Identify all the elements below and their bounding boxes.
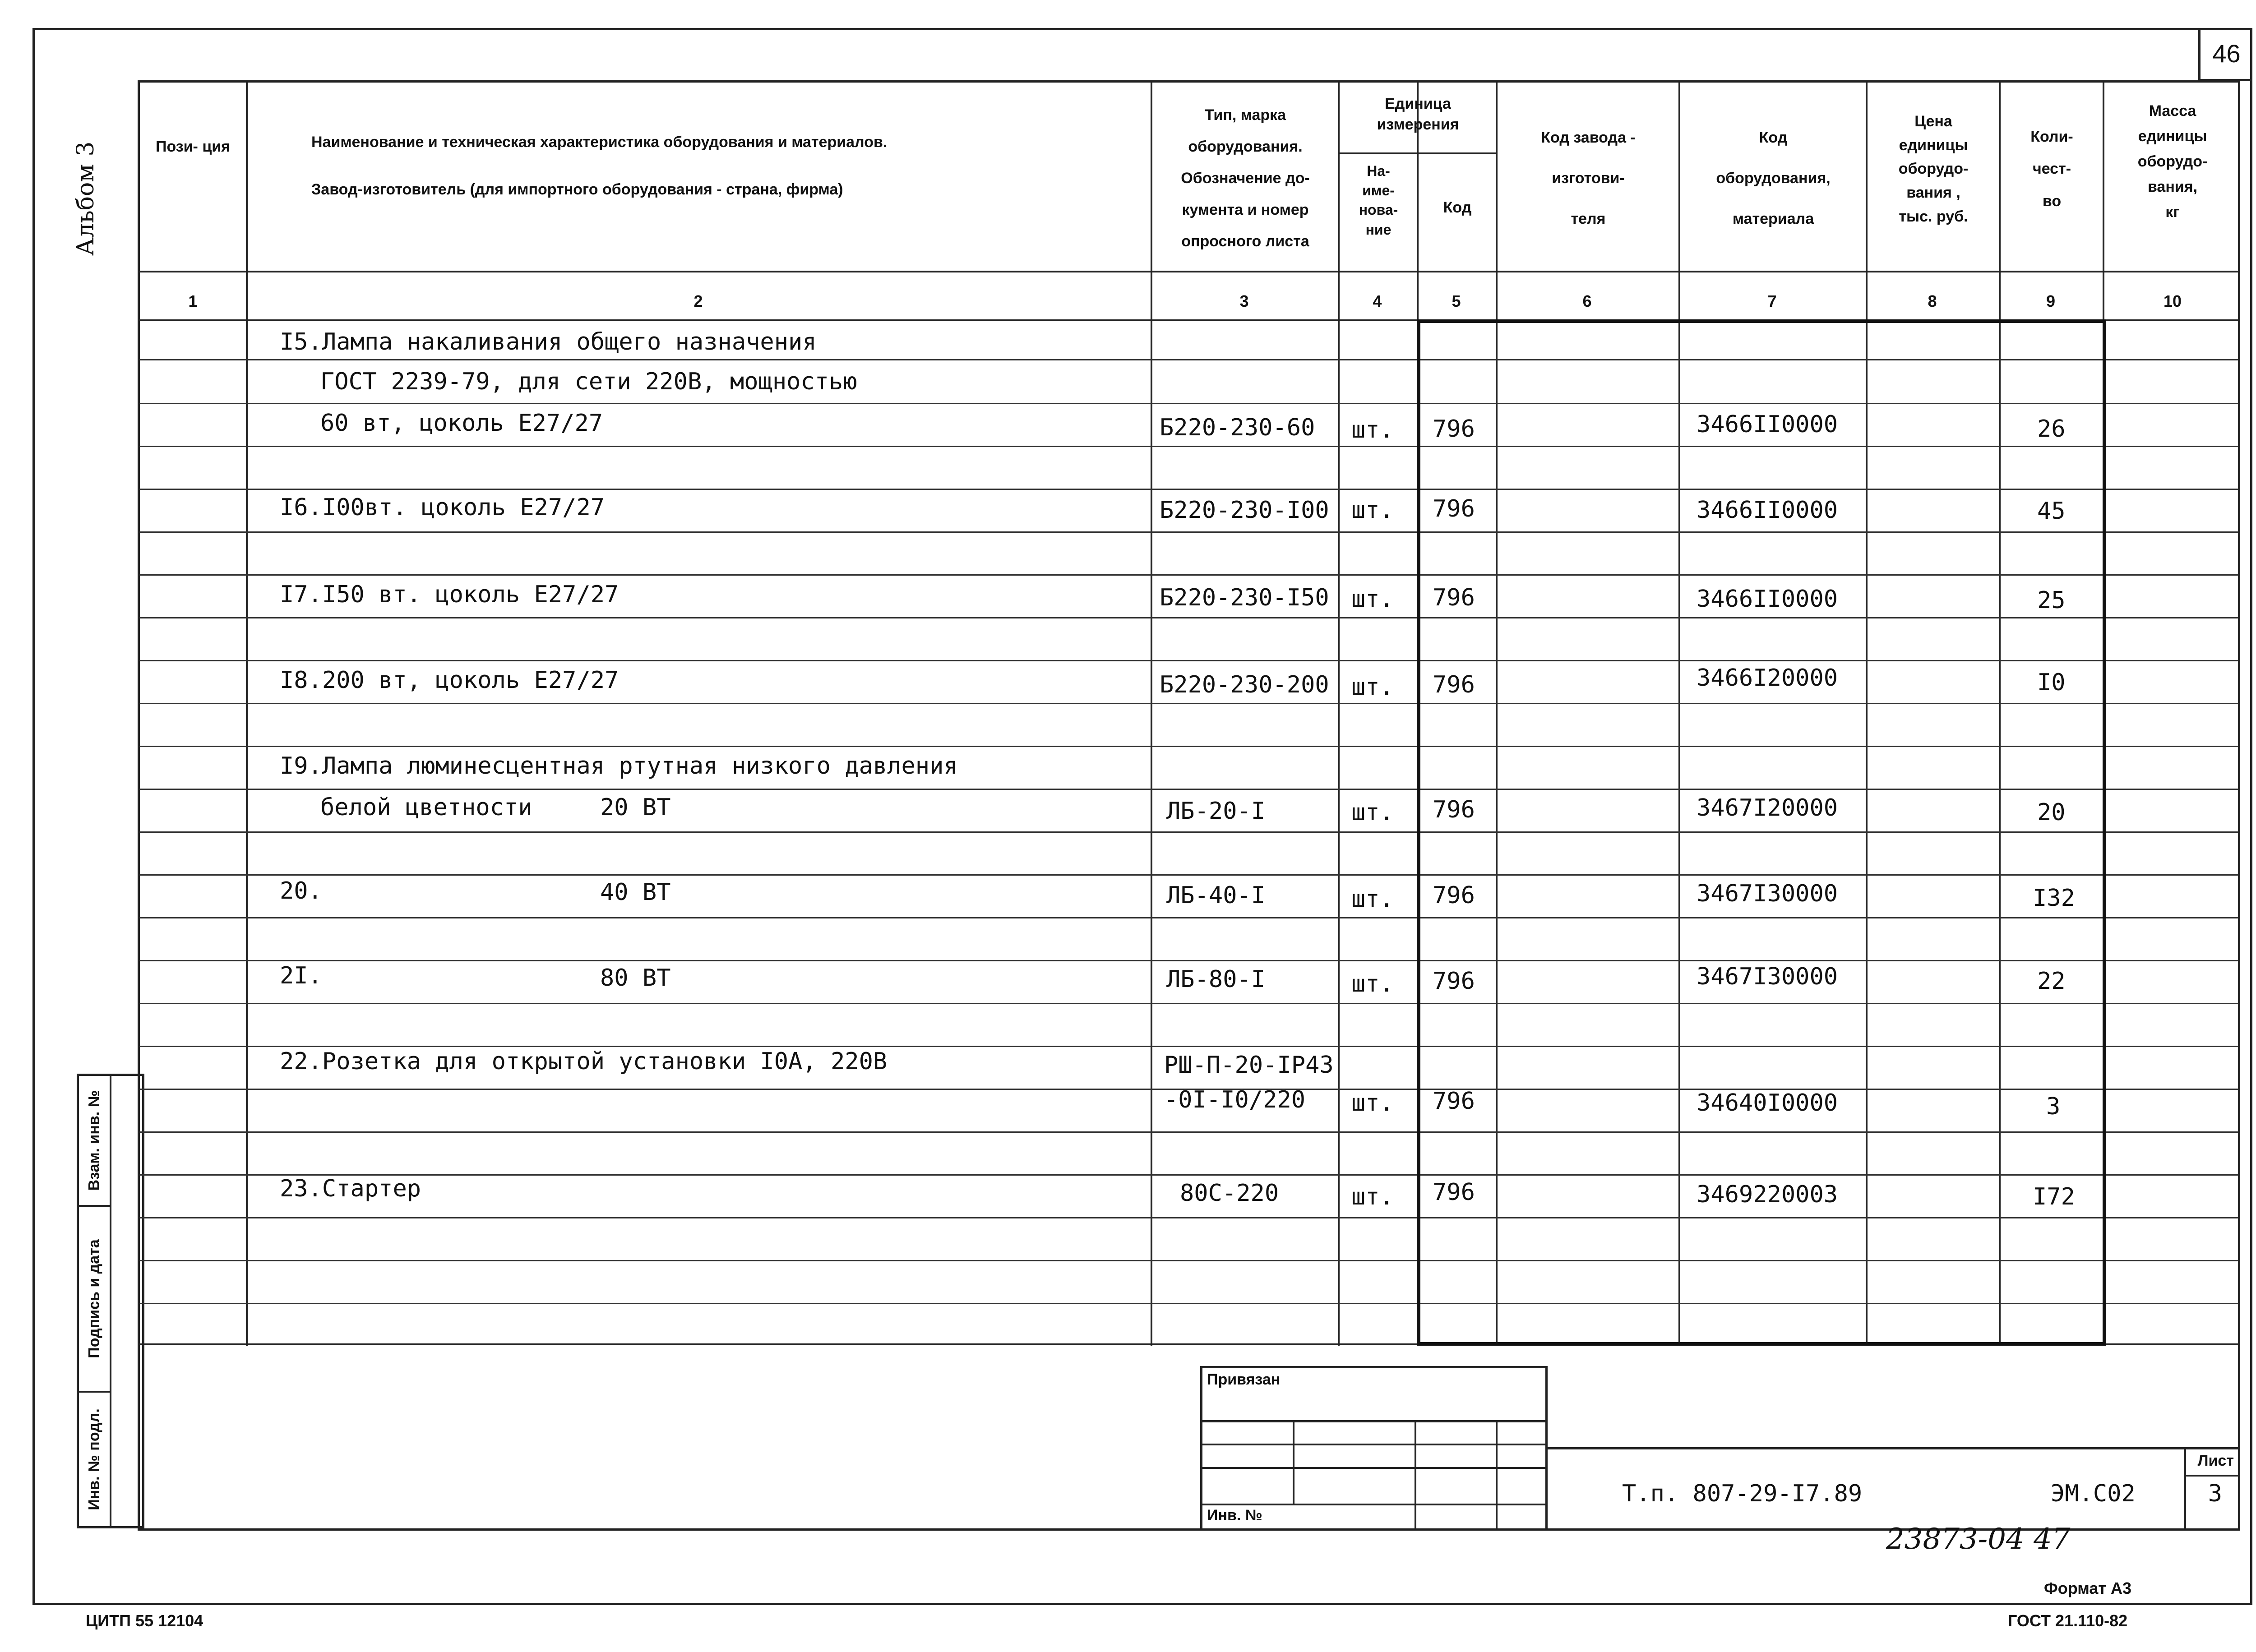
table-row-name: I7.I50 вт. цоколь Е27/27 bbox=[280, 581, 619, 608]
table-row-code: 796 bbox=[1433, 882, 1475, 909]
table-row-name: I8.200 вт, цоколь Е27/27 bbox=[280, 667, 619, 694]
table-row-code: 796 bbox=[1433, 1179, 1475, 1206]
header-factory-c: теля bbox=[1571, 210, 1606, 227]
sheet-value: 3 bbox=[2208, 1480, 2222, 1507]
spec-table bbox=[138, 80, 2240, 1343]
col-number: 1 bbox=[188, 292, 198, 310]
table-row-type: ЛБ-80-I bbox=[1166, 966, 1266, 993]
header-type-b: оборудования. bbox=[1188, 138, 1303, 155]
album-label: Альбом 3 bbox=[72, 141, 99, 256]
signature-date-label: Подпись и дата bbox=[85, 1239, 103, 1358]
header-name-line1: Наименование и техническая характеристика оборудования и материалов. bbox=[311, 134, 888, 151]
col-number: 10 bbox=[2163, 292, 2182, 310]
col-number: 3 bbox=[1239, 292, 1249, 310]
linked-label: Привязан bbox=[1207, 1371, 1281, 1388]
table-row-code: 796 bbox=[1433, 415, 1475, 443]
col-number: 7 bbox=[1767, 292, 1777, 310]
table-row-type: Б220-230-I00 bbox=[1160, 497, 1329, 524]
inv-orig-label: Инв. № подл. bbox=[85, 1408, 103, 1510]
header-type-c: Обозначение до- bbox=[1181, 170, 1310, 187]
header-position: Пози- ция bbox=[156, 138, 230, 155]
table-row-code: 796 bbox=[1433, 495, 1475, 522]
table-row-qty: I32 bbox=[2033, 885, 2075, 912]
table-row-name: 20. bbox=[280, 877, 322, 904]
format-label: Формат А3 bbox=[2044, 1579, 2132, 1597]
table-row-power: 20 ВТ bbox=[600, 794, 671, 821]
header-name-line2: Завод-изготовитель (для импортного оборудования - страна, фирма) bbox=[311, 181, 843, 198]
table-row-unit: шт. bbox=[1351, 1089, 1394, 1117]
table-row-power: 40 ВТ bbox=[600, 879, 671, 906]
sheet-number: 46 bbox=[2198, 28, 2252, 81]
table-row-power: 80 ВТ bbox=[600, 964, 671, 992]
strip-divider bbox=[110, 1076, 111, 1526]
replaced-inv-cell bbox=[79, 1076, 110, 1207]
table-row-qty: 26 bbox=[2037, 415, 2066, 443]
table-row-name: 23.Стартер bbox=[280, 1175, 421, 1202]
col-number: 2 bbox=[693, 292, 703, 310]
inv-no-label: Инв. № bbox=[1207, 1507, 1262, 1524]
table-row-qty: 20 bbox=[2037, 799, 2066, 826]
table-row-qty: I72 bbox=[2033, 1183, 2075, 1210]
table-row-unit: шт. bbox=[1351, 1183, 1394, 1210]
table-row-name: I6.I00вт. цоколь Е27/27 bbox=[280, 494, 605, 521]
col-number: 6 bbox=[1582, 292, 1592, 310]
header-unit-name: На- име- нова- ние bbox=[1359, 163, 1398, 238]
col-number: 4 bbox=[1373, 292, 1382, 310]
header-mass: Масса единицы оборудо- вания, кг bbox=[2137, 102, 2208, 221]
table-row-unit: шт. bbox=[1351, 886, 1394, 913]
project-code: Т.п. 807-29-I7.89 bbox=[1622, 1480, 1863, 1507]
table-row-qty: 45 bbox=[2037, 498, 2066, 525]
table-row-unit: шт. bbox=[1351, 799, 1394, 826]
header-matcode-a: Код bbox=[1759, 129, 1788, 146]
table-row-name: 22.Розетка для открытой установки I0А, 220В bbox=[280, 1048, 888, 1075]
table-row-name: ГОСТ 2239-79, для сети 220В, мощностью bbox=[320, 368, 857, 395]
table-row-unit: шт. bbox=[1351, 970, 1394, 997]
sheet-label: Лист bbox=[2197, 1452, 2234, 1469]
table-row-name: I5.Лампа накаливания общего назначения bbox=[280, 328, 817, 355]
col-number: 8 bbox=[1928, 292, 1937, 310]
table-row-unit: шт. bbox=[1351, 497, 1394, 524]
header-unit-code: Код bbox=[1443, 199, 1472, 216]
linked-box bbox=[1200, 1366, 1548, 1422]
table-row-type: ЛБ-40-I bbox=[1166, 882, 1266, 909]
table-row-material: 3466II0000 bbox=[1697, 497, 1838, 524]
table-row-material: 3467I30000 bbox=[1697, 963, 1838, 990]
table-row-qty: 22 bbox=[2037, 968, 2066, 995]
header-matcode-c: материала bbox=[1732, 210, 1814, 227]
table-row-type: ЛБ-20-I bbox=[1166, 798, 1266, 825]
table-row-type: Б220-230-I50 bbox=[1160, 584, 1329, 611]
table-row-type: РШ-П-20-IР43 bbox=[1164, 1052, 1334, 1079]
table-row-type: 80С-220 bbox=[1180, 1180, 1279, 1207]
header-unit-group: Единица измерения bbox=[1377, 95, 1459, 133]
table-row-qty: 25 bbox=[2037, 587, 2066, 614]
header-matcode-b: оборудования, bbox=[1716, 170, 1831, 187]
table-row-code: 796 bbox=[1433, 968, 1475, 995]
header-price: Цена единицы оборудо- вания , тыс. руб. bbox=[1898, 113, 1969, 225]
handwritten-number: 23873-04 47 bbox=[1886, 1523, 2071, 1556]
table-row-unit: шт. bbox=[1351, 674, 1394, 701]
replaced-inv-label: Взам. инв. № bbox=[85, 1090, 103, 1191]
header-factory-a: Код завода - bbox=[1541, 129, 1636, 146]
table-row-type: -0I-I0/220 bbox=[1164, 1086, 1306, 1113]
table-row-code: 796 bbox=[1433, 1088, 1475, 1115]
header-type-d: кумента и номер bbox=[1182, 201, 1309, 218]
table-row-material: 3466II0000 bbox=[1697, 411, 1838, 438]
table-row-material: 3469220003 bbox=[1697, 1181, 1838, 1208]
table-row-name: 60 вт, цоколь Е27/27 bbox=[320, 410, 603, 437]
left-stamp-strip bbox=[77, 1074, 144, 1528]
table-row-material: 3466II0000 bbox=[1697, 586, 1838, 613]
document-code: ЭМ.С02 bbox=[2051, 1480, 2136, 1507]
table-row-code: 796 bbox=[1433, 671, 1475, 698]
table-row-material: 3467I30000 bbox=[1697, 880, 1838, 907]
table-row-material: 3467I20000 bbox=[1697, 794, 1838, 821]
col-number: 5 bbox=[1452, 292, 1461, 310]
header-type-a: Тип, марка bbox=[1204, 106, 1286, 124]
footer-right: ГОСТ 21.110-82 bbox=[2008, 1611, 2128, 1630]
header-quantity: Коли- чест- во bbox=[2030, 128, 2073, 210]
table-row-name: I9.Лампа люминесцентная ртутная низкого давления bbox=[280, 752, 958, 780]
table-row-name: белой цветности bbox=[320, 794, 532, 821]
footer-left: ЦИТП 55 12104 bbox=[86, 1611, 203, 1630]
stamp-block bbox=[1548, 1447, 2240, 1531]
table-row-qty: I0 bbox=[2037, 669, 2066, 696]
table-row-code: 796 bbox=[1433, 796, 1475, 823]
header-type-e: опросного листа bbox=[1181, 233, 1309, 250]
header-factory-b: изготови- bbox=[1552, 170, 1625, 187]
table-row-unit: шт. bbox=[1351, 416, 1394, 443]
table-row-unit: шт. bbox=[1351, 586, 1394, 613]
table-row-code: 796 bbox=[1433, 584, 1475, 611]
col-number: 9 bbox=[2046, 292, 2056, 310]
table-row-type: Б220-230-60 bbox=[1160, 414, 1315, 441]
inv-orig-cell bbox=[79, 1393, 110, 1526]
table-row-material: 34640I0000 bbox=[1697, 1089, 1838, 1117]
table-row-qty: 3 bbox=[2046, 1093, 2061, 1120]
linked-grid bbox=[1200, 1420, 1548, 1531]
table-row-type: Б220-230-200 bbox=[1160, 671, 1329, 698]
table-row-material: 3466I20000 bbox=[1697, 664, 1838, 692]
table-row-name: 2I. bbox=[280, 962, 322, 989]
signature-date-cell bbox=[79, 1207, 110, 1393]
sheet-cell-top bbox=[2186, 1447, 2240, 1449]
